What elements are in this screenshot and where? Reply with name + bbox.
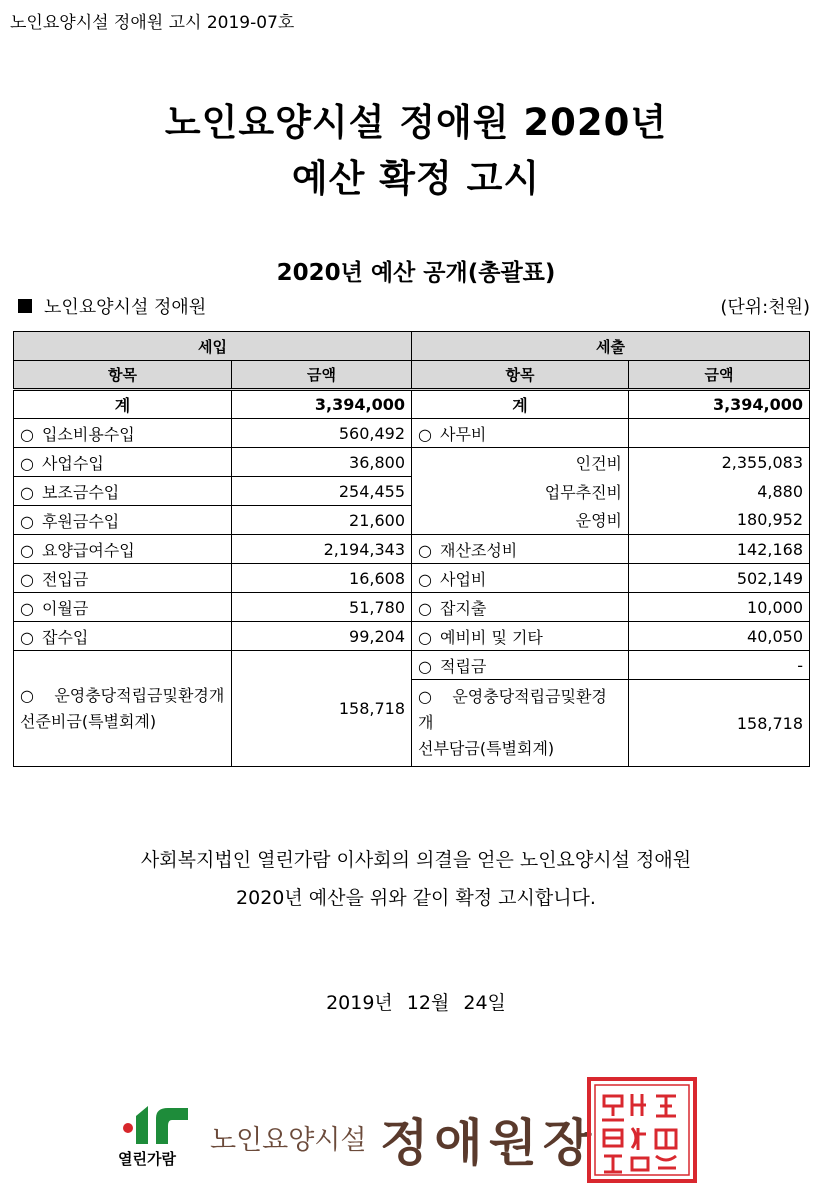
page-title-line2: 예산 확정 고시	[291, 157, 541, 200]
table-row	[14, 477, 810, 506]
table-subheader-row	[14, 361, 810, 390]
announcement-line2: 2020년 예산을 위와 같이 확정 고시합니다.	[236, 887, 596, 909]
income-amount: 560,492	[232, 419, 412, 448]
income-amount-header: 금액	[232, 361, 412, 390]
signature-director-title: 정애원장	[380, 1113, 598, 1172]
document-number: 노인요양시설 정애원 고시 2019-07호	[10, 13, 295, 33]
expense-amount: 4,880	[629, 477, 810, 506]
expense-subitem: 인건비	[412, 448, 629, 477]
expense-amount-empty	[629, 419, 810, 448]
table-row	[14, 622, 810, 651]
income-item-reserve	[14, 651, 232, 767]
income-header: 세입	[14, 332, 412, 361]
income-item: ○ 이월금	[14, 593, 232, 622]
organization-name: 노인요양시설 정애원	[44, 297, 207, 318]
income-item: ○ 사업수입	[14, 448, 232, 477]
table-row	[14, 593, 810, 622]
announcement-date: 2019년 12월 24일	[326, 992, 506, 1014]
income-amount: 158,718	[232, 651, 412, 767]
expense-item: ○ 적립금	[412, 651, 629, 680]
expense-subitem: 운영비	[412, 506, 629, 535]
table-row	[14, 535, 810, 564]
income-amount: 2,194,343	[232, 535, 412, 564]
expense-amount: -	[629, 651, 810, 680]
table-row	[14, 448, 810, 477]
expense-amount: 2,355,083	[629, 448, 810, 477]
table-header-row	[14, 332, 810, 361]
income-amount: 36,800	[232, 448, 412, 477]
expense-subitem: 업무추진비	[412, 477, 629, 506]
expense-amount-header: 금액	[629, 361, 810, 390]
logo-caption: 열린가람	[118, 1150, 176, 1168]
expense-item: ○ 잡지출	[412, 593, 629, 622]
expense-item: ○ 재산조성비	[412, 535, 629, 564]
circle-bullet-icon: ○	[20, 685, 34, 705]
expense-item: ○ 예비비 및 기타	[412, 622, 629, 651]
table-row	[14, 651, 810, 680]
income-reserve-label-line2: 선준비금(특별회계)	[20, 711, 157, 731]
official-seal-icon	[586, 1076, 698, 1184]
expense-amount: 158,718	[629, 680, 810, 767]
expense-reserve-label-line2: 선부담금(특별회계)	[418, 739, 555, 758]
organization-line	[18, 293, 206, 319]
table-row	[14, 564, 810, 593]
income-item: ○ 후원금수입	[14, 506, 232, 535]
income-item: ○ 보조금수입	[14, 477, 232, 506]
total-row	[14, 390, 810, 419]
expense-total-amount: 3,394,000	[629, 390, 810, 419]
expense-amount: 10,000	[629, 593, 810, 622]
expense-amount: 180,952	[629, 506, 810, 535]
expense-total-label: 계	[412, 390, 629, 419]
announcement-line1: 사회복지법인 열린가람 이사회의 의결을 얻은 노인요양시설 정애원	[140, 849, 692, 871]
income-amount: 254,455	[232, 477, 412, 506]
expense-reserve-label-line1: 운영충당적립금및환경개	[418, 687, 607, 732]
income-amount: 21,600	[232, 506, 412, 535]
income-total-amount: 3,394,000	[232, 390, 412, 419]
income-amount: 16,608	[232, 564, 412, 593]
income-item-header: 항목	[14, 361, 232, 390]
table-title: 2020년 예산 공개(총괄표)	[276, 260, 556, 286]
signature-facility-type: 노인요양시설	[210, 1125, 367, 1156]
income-item: ○ 전입금	[14, 564, 232, 593]
income-item: ○ 잡수입	[14, 622, 232, 651]
circle-bullet-icon: ○	[418, 687, 432, 706]
income-item: ○ 요양급여수입	[14, 535, 232, 564]
expense-item: ○ 사업비	[412, 564, 629, 593]
unit-label: (단위:천원)	[720, 297, 810, 318]
page-title-line1: 노인요양시설 정애원 2020년	[164, 101, 668, 144]
income-item: ○ 입소비용수입	[14, 419, 232, 448]
expense-header: 세출	[412, 332, 810, 361]
square-bullet-icon	[18, 299, 32, 313]
income-amount: 51,780	[232, 593, 412, 622]
expense-item-office: ○ 사무비	[412, 419, 629, 448]
expense-item-reserve	[412, 680, 629, 767]
table-row	[14, 506, 810, 535]
income-amount: 99,204	[232, 622, 412, 651]
expense-amount: 502,149	[629, 564, 810, 593]
expense-amount: 142,168	[629, 535, 810, 564]
expense-amount: 40,050	[629, 622, 810, 651]
income-reserve-label-line1: 운영충당적립금및환경개	[54, 685, 225, 705]
expense-item-header: 항목	[412, 361, 629, 390]
table-row	[14, 419, 810, 448]
income-total-label: 계	[14, 390, 232, 419]
budget-table	[13, 331, 810, 767]
